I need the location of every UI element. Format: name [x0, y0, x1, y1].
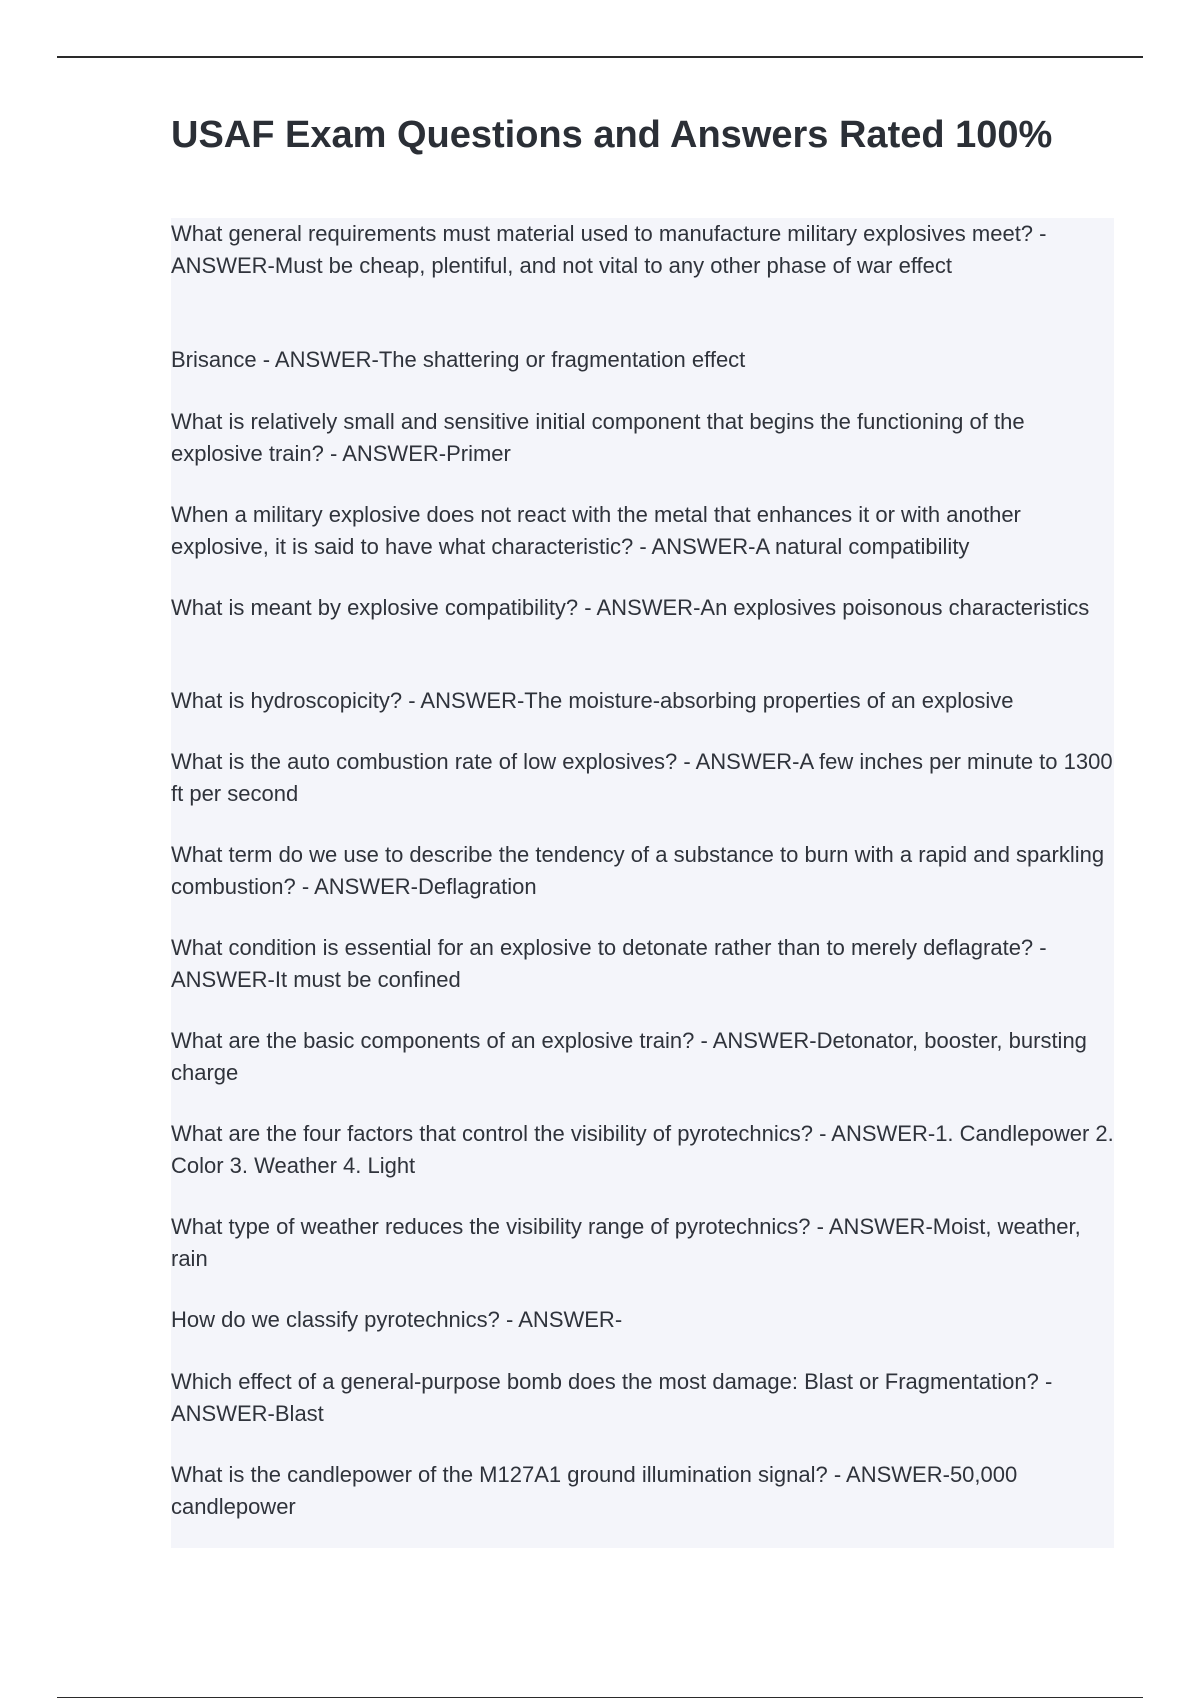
qa-item: What term do we use to describe the tendency of a substance to burn with a rapid and sparkling combustion? - ANSWER-Deflagration — [171, 842, 1105, 899]
qa-item: How do we classify pyrotechnics? - ANSWER- — [171, 1307, 623, 1332]
qa-item: What are the four factors that control the visibility of pyrotechnics? - ANSWER-1. Candlepower 2. Color 3. Weather 4. Light — [171, 1121, 1114, 1178]
qa-panel — [171, 218, 1114, 1548]
page-title: USAF Exam Questions and Answers Rated 100% — [171, 114, 1053, 156]
qa-item: What is the candlepower of the M127A1 ground illumination signal? - ANSWER-50,000 candlepower — [171, 1462, 1018, 1519]
footer-rule — [57, 1697, 1143, 1698]
qa-item: Which effect of a general-purpose bomb does the most damage: Blast or Fragmentation? - ANSWER-Blast — [171, 1369, 1053, 1426]
qa-item: What is the auto combustion rate of low explosives? - ANSWER-A few inches per minute to 1300 ft per second — [171, 749, 1113, 806]
header-rule — [57, 56, 1143, 58]
qa-item: What is hydroscopicity? - ANSWER-The moisture-absorbing properties of an explosive — [171, 688, 1014, 713]
qa-item: When a military explosive does not react with the metal that enhances it or with another explosive, it is said to have what characteristic? - ANSWER-A natural compatibility — [171, 502, 1021, 559]
qa-item: What is meant by explosive compatibility? - ANSWER-An explosives poisonous characteristics — [171, 595, 1090, 620]
qa-item: What condition is essential for an explosive to detonate rather than to merely deflagrate? - ANSWER-It must be confined — [171, 935, 1047, 992]
qa-item: What is relatively small and sensitive initial component that begins the functioning of the explosive train? - ANSWER-Primer — [171, 409, 1025, 466]
qa-item: What are the basic components of an explosive train? - ANSWER-Detonator, booster, bursting charge — [171, 1028, 1087, 1085]
qa-item: What type of weather reduces the visibility range of pyrotechnics? - ANSWER-Moist, weather, rain — [171, 1214, 1081, 1271]
qa-item: What general requirements must material used to manufacture military explosives meet? - ANSWER-Must be cheap, plentiful, and not vital to any other phase of war effect — [171, 221, 1047, 278]
qa-item: Brisance - ANSWER-The shattering or fragmentation effect — [171, 347, 746, 372]
